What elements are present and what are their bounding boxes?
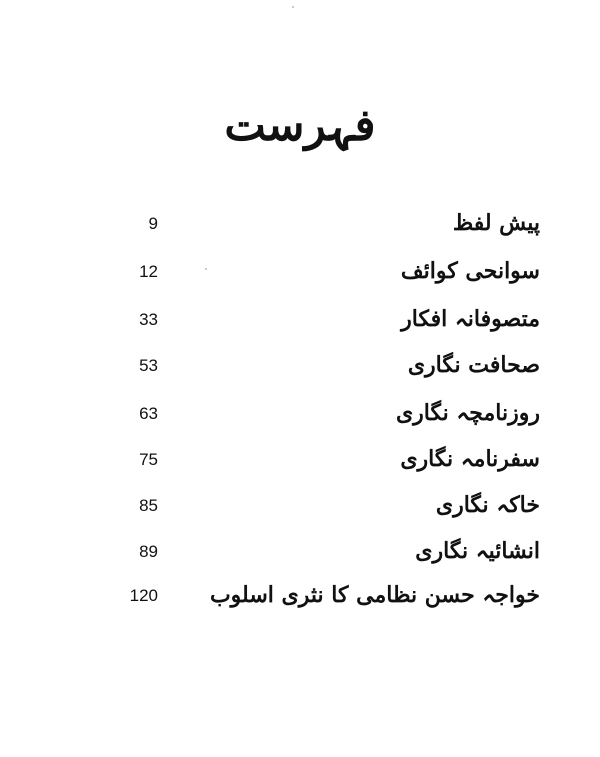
- toc-entry-label: روزنامچہ نگاری: [395, 400, 540, 426]
- toc-row: [0, 306, 600, 346]
- toc-row: [0, 582, 600, 622]
- toc-entry-label: صحافت نگاری: [407, 352, 540, 378]
- toc-page-number: 33: [139, 310, 158, 329]
- toc-page-number: 9: [148, 214, 158, 233]
- toc-entry-label: پیش لفظ: [452, 210, 540, 236]
- toc-page-number: 53: [139, 356, 158, 375]
- page-title: فہرست: [224, 100, 376, 151]
- toc-page-number: 63: [139, 404, 158, 423]
- toc-row: [0, 446, 600, 486]
- toc-page-number: 75: [139, 450, 158, 469]
- toc-entry-label: متصوفانہ افکار: [401, 306, 540, 332]
- toc-row: [0, 400, 600, 440]
- toc-entry-label: سفرنامہ نگاری: [400, 446, 540, 472]
- toc-page-number: 120: [129, 586, 158, 605]
- toc-row: [0, 210, 600, 250]
- toc-page-number: 12: [139, 262, 158, 281]
- toc-entry-label: انشائیہ نگاری: [415, 538, 540, 564]
- toc-entry-label: خواجہ حسن نظامی کا نثری اسلوب: [209, 582, 540, 608]
- toc-row: [0, 352, 600, 392]
- toc-row: [0, 492, 600, 532]
- toc-entry-label: خاکہ نگاری: [435, 492, 540, 518]
- toc-page-number: 89: [139, 542, 158, 561]
- toc-row: [0, 258, 600, 298]
- toc-row: [0, 538, 600, 578]
- toc-entry-label: سوانحی کوائف: [400, 258, 540, 284]
- scan-speck: [292, 6, 294, 8]
- toc-page-number: 85: [139, 496, 158, 515]
